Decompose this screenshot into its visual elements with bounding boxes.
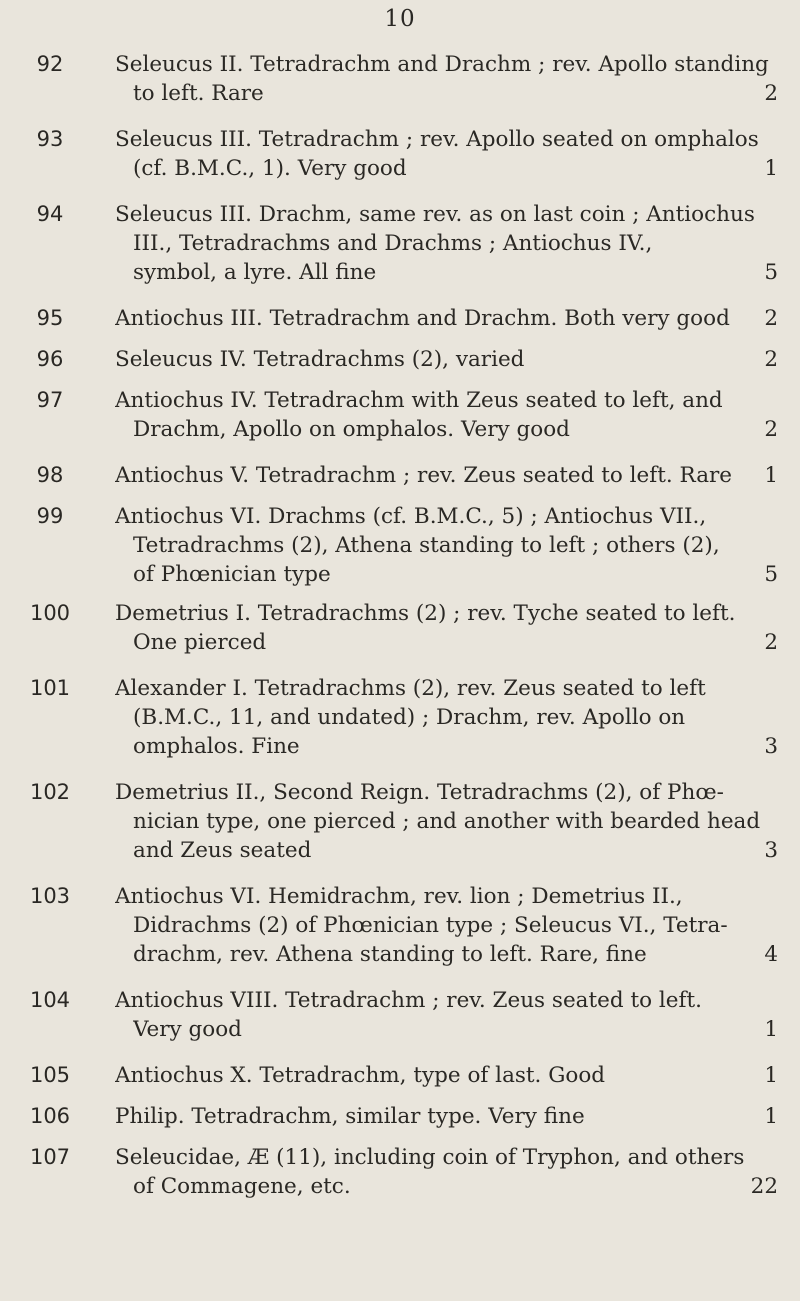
description-line (115, 461, 778, 490)
description-line (115, 599, 778, 628)
description-text: Seleucus III. Tetradrachm ; rev. Apollo seated on omphalos (115, 127, 759, 152)
lot-number: 98 (36, 463, 64, 487)
coin-count: 1 (764, 1017, 778, 1042)
coin-count: 1 (764, 463, 778, 488)
lot-item (0, 386, 800, 444)
lot-number: 93 (36, 127, 64, 151)
description-text: to left. Rare (133, 81, 264, 106)
lot-description (115, 986, 778, 1044)
lot-number: 105 (29, 1063, 71, 1087)
lot-description (115, 304, 778, 333)
description-line (115, 1143, 778, 1172)
lot-number: 92 (36, 52, 64, 76)
description-line (115, 415, 778, 444)
lot-item (0, 882, 800, 969)
description-text: One pierced (133, 630, 267, 655)
lot-list (0, 50, 800, 1218)
lot-item (0, 502, 800, 589)
coin-count: 22 (750, 1174, 778, 1199)
description-text: Antiochus III. Tetradrachm and Drachm. Both very good (115, 306, 730, 331)
lot-item (0, 50, 800, 108)
lot-description (115, 1143, 778, 1201)
coin-count (770, 50, 778, 79)
description-line (115, 200, 778, 229)
description-text: Drachm, Apollo on omphalos. Very good (133, 417, 570, 442)
lot-number: 97 (36, 388, 64, 412)
description-text: Antiochus VIII. Tetradrachm ; rev. Zeus seated to left. (115, 988, 702, 1013)
coin-count (770, 599, 778, 628)
description-line (115, 986, 778, 1015)
description-line (115, 1172, 778, 1201)
description-line (115, 125, 778, 154)
coin-count (770, 200, 778, 229)
coin-count (770, 986, 778, 1015)
lot-item (0, 345, 800, 374)
description-text: symbol, a lyre. All fine (133, 260, 377, 285)
lot-item (0, 200, 800, 287)
lot-item (0, 1102, 800, 1131)
lot-number: 100 (29, 601, 71, 625)
coin-count: 2 (764, 630, 778, 655)
description-line (115, 732, 778, 761)
lot-description (115, 50, 778, 108)
lot-number: 96 (36, 347, 64, 371)
description-text: Seleucus III. Drachm, same rev. as on last coin ; Antiochus (115, 202, 755, 227)
description-text: Very good (133, 1017, 242, 1042)
lot-number: 99 (36, 504, 64, 528)
lot-description (115, 345, 778, 374)
coin-count: 5 (764, 260, 778, 285)
coin-count (770, 674, 778, 703)
coin-count (770, 386, 778, 415)
lot-description (115, 386, 778, 444)
lot-item (0, 778, 800, 865)
coin-count (770, 502, 778, 531)
lot-item (0, 1061, 800, 1090)
lot-number: 94 (36, 202, 64, 226)
lot-description (115, 1102, 778, 1131)
description-line (115, 628, 778, 657)
description-line (115, 304, 778, 333)
coin-count (770, 1143, 778, 1172)
description-text: of Phœnician type (133, 562, 331, 587)
description-line (115, 229, 778, 258)
lot-number: 107 (29, 1145, 71, 1169)
lot-number: 103 (29, 884, 71, 908)
description-text: of Commagene, etc. (133, 1174, 351, 1199)
coin-count (770, 778, 778, 807)
lot-description (115, 599, 778, 657)
description-line (115, 1015, 778, 1044)
lot-description (115, 502, 778, 589)
description-text: Didrachms (2) of Phœnician type ; Seleucus VI., Tetra- (133, 913, 728, 938)
description-text: Antiochus VI. Drachms (cf. B.M.C., 5) ; Antiochus VII., (115, 504, 707, 529)
lot-item (0, 125, 800, 183)
description-text: Tetradrachms (2), Athena standing to left ; others (2), (133, 533, 720, 558)
coin-count (770, 531, 778, 560)
description-text: (B.M.C., 11, and undated) ; Drachm, rev. Apollo on (133, 705, 686, 730)
coin-count (770, 229, 778, 258)
description-line (115, 1102, 778, 1131)
lot-number: 95 (36, 306, 64, 330)
description-text: Seleucidae, Æ (11), including coin of Tryphon, and others (115, 1145, 745, 1170)
description-text: drachm, rev. Athena standing to left. Rare, fine (133, 942, 647, 967)
coin-count: 5 (764, 562, 778, 587)
description-text: Antiochus X. Tetradrachm, type of last. Good (115, 1063, 606, 1088)
coin-count (770, 125, 778, 154)
lot-number: 101 (29, 676, 71, 700)
lot-item (0, 674, 800, 761)
lot-description (115, 674, 778, 761)
lot-number: 106 (29, 1104, 71, 1128)
description-text: Demetrius II., Second Reign. Tetradrachms (2), of Phœ- (115, 780, 724, 805)
coin-count: 3 (764, 838, 778, 863)
lot-description (115, 778, 778, 865)
coin-count: 2 (764, 81, 778, 106)
page-number: 10 (384, 6, 416, 32)
lot-item (0, 304, 800, 333)
coin-count (770, 911, 778, 940)
description-text: Seleucus II. Tetradrachm and Drachm ; rev. Apollo standing (115, 52, 769, 77)
description-line (115, 386, 778, 415)
description-line (115, 882, 778, 911)
lot-description (115, 1061, 778, 1090)
description-text: Antiochus V. Tetradrachm ; rev. Zeus seated to left. Rare (115, 463, 733, 488)
description-line (115, 50, 778, 79)
description-text: Antiochus IV. Tetradrachm with Zeus seated to left, and (115, 388, 723, 413)
description-text: Alexander I. Tetradrachms (2), rev. Zeus seated to left (115, 676, 706, 701)
description-text: III., Tetradrachms and Drachms ; Antiochus IV., (133, 231, 653, 256)
lot-description (115, 461, 778, 490)
lot-description (115, 125, 778, 183)
description-line (115, 807, 778, 836)
coin-count: 2 (764, 417, 778, 442)
coin-count (770, 703, 778, 732)
coin-count: 2 (764, 347, 778, 372)
description-line (115, 258, 778, 287)
description-text: Demetrius I. Tetradrachms (2) ; rev. Tyche seated to left. (115, 601, 736, 626)
description-line (115, 703, 778, 732)
description-line (115, 778, 778, 807)
coin-count: 2 (764, 306, 778, 331)
description-line (115, 911, 778, 940)
description-text: Philip. Tetradrachm, similar type. Very fine (115, 1104, 585, 1129)
description-text: Antiochus VI. Hemidrachm, rev. lion ; Demetrius II., (115, 884, 683, 909)
lot-number: 104 (29, 988, 71, 1012)
coin-count: 1 (764, 1063, 778, 1088)
coin-count (770, 807, 778, 836)
description-line (115, 836, 778, 865)
description-line (115, 502, 778, 531)
coin-count: 3 (764, 734, 778, 759)
coin-count: 4 (764, 942, 778, 967)
description-line (115, 345, 778, 374)
description-line (115, 79, 778, 108)
description-text: nician type, one pierced ; and another with bearded head (133, 809, 761, 834)
description-text: Seleucus IV. Tetradrachms (2), varied (115, 347, 525, 372)
description-line (115, 674, 778, 703)
description-text: and Zeus seated (133, 838, 312, 863)
description-line (115, 154, 778, 183)
description-text: (cf. B.M.C., 1). Very good (133, 156, 407, 181)
description-line (115, 560, 778, 589)
description-line (115, 940, 778, 969)
lot-item (0, 1143, 800, 1201)
description-line (115, 1061, 778, 1090)
coin-count: 1 (764, 156, 778, 181)
lot-item (0, 461, 800, 490)
lot-number: 102 (29, 780, 71, 804)
lot-item (0, 599, 800, 657)
coin-count: 1 (764, 1104, 778, 1129)
description-text: omphalos. Fine (133, 734, 300, 759)
lot-description (115, 882, 778, 969)
description-line (115, 531, 778, 560)
coin-count (770, 882, 778, 911)
lot-description (115, 200, 778, 287)
lot-item (0, 986, 800, 1044)
